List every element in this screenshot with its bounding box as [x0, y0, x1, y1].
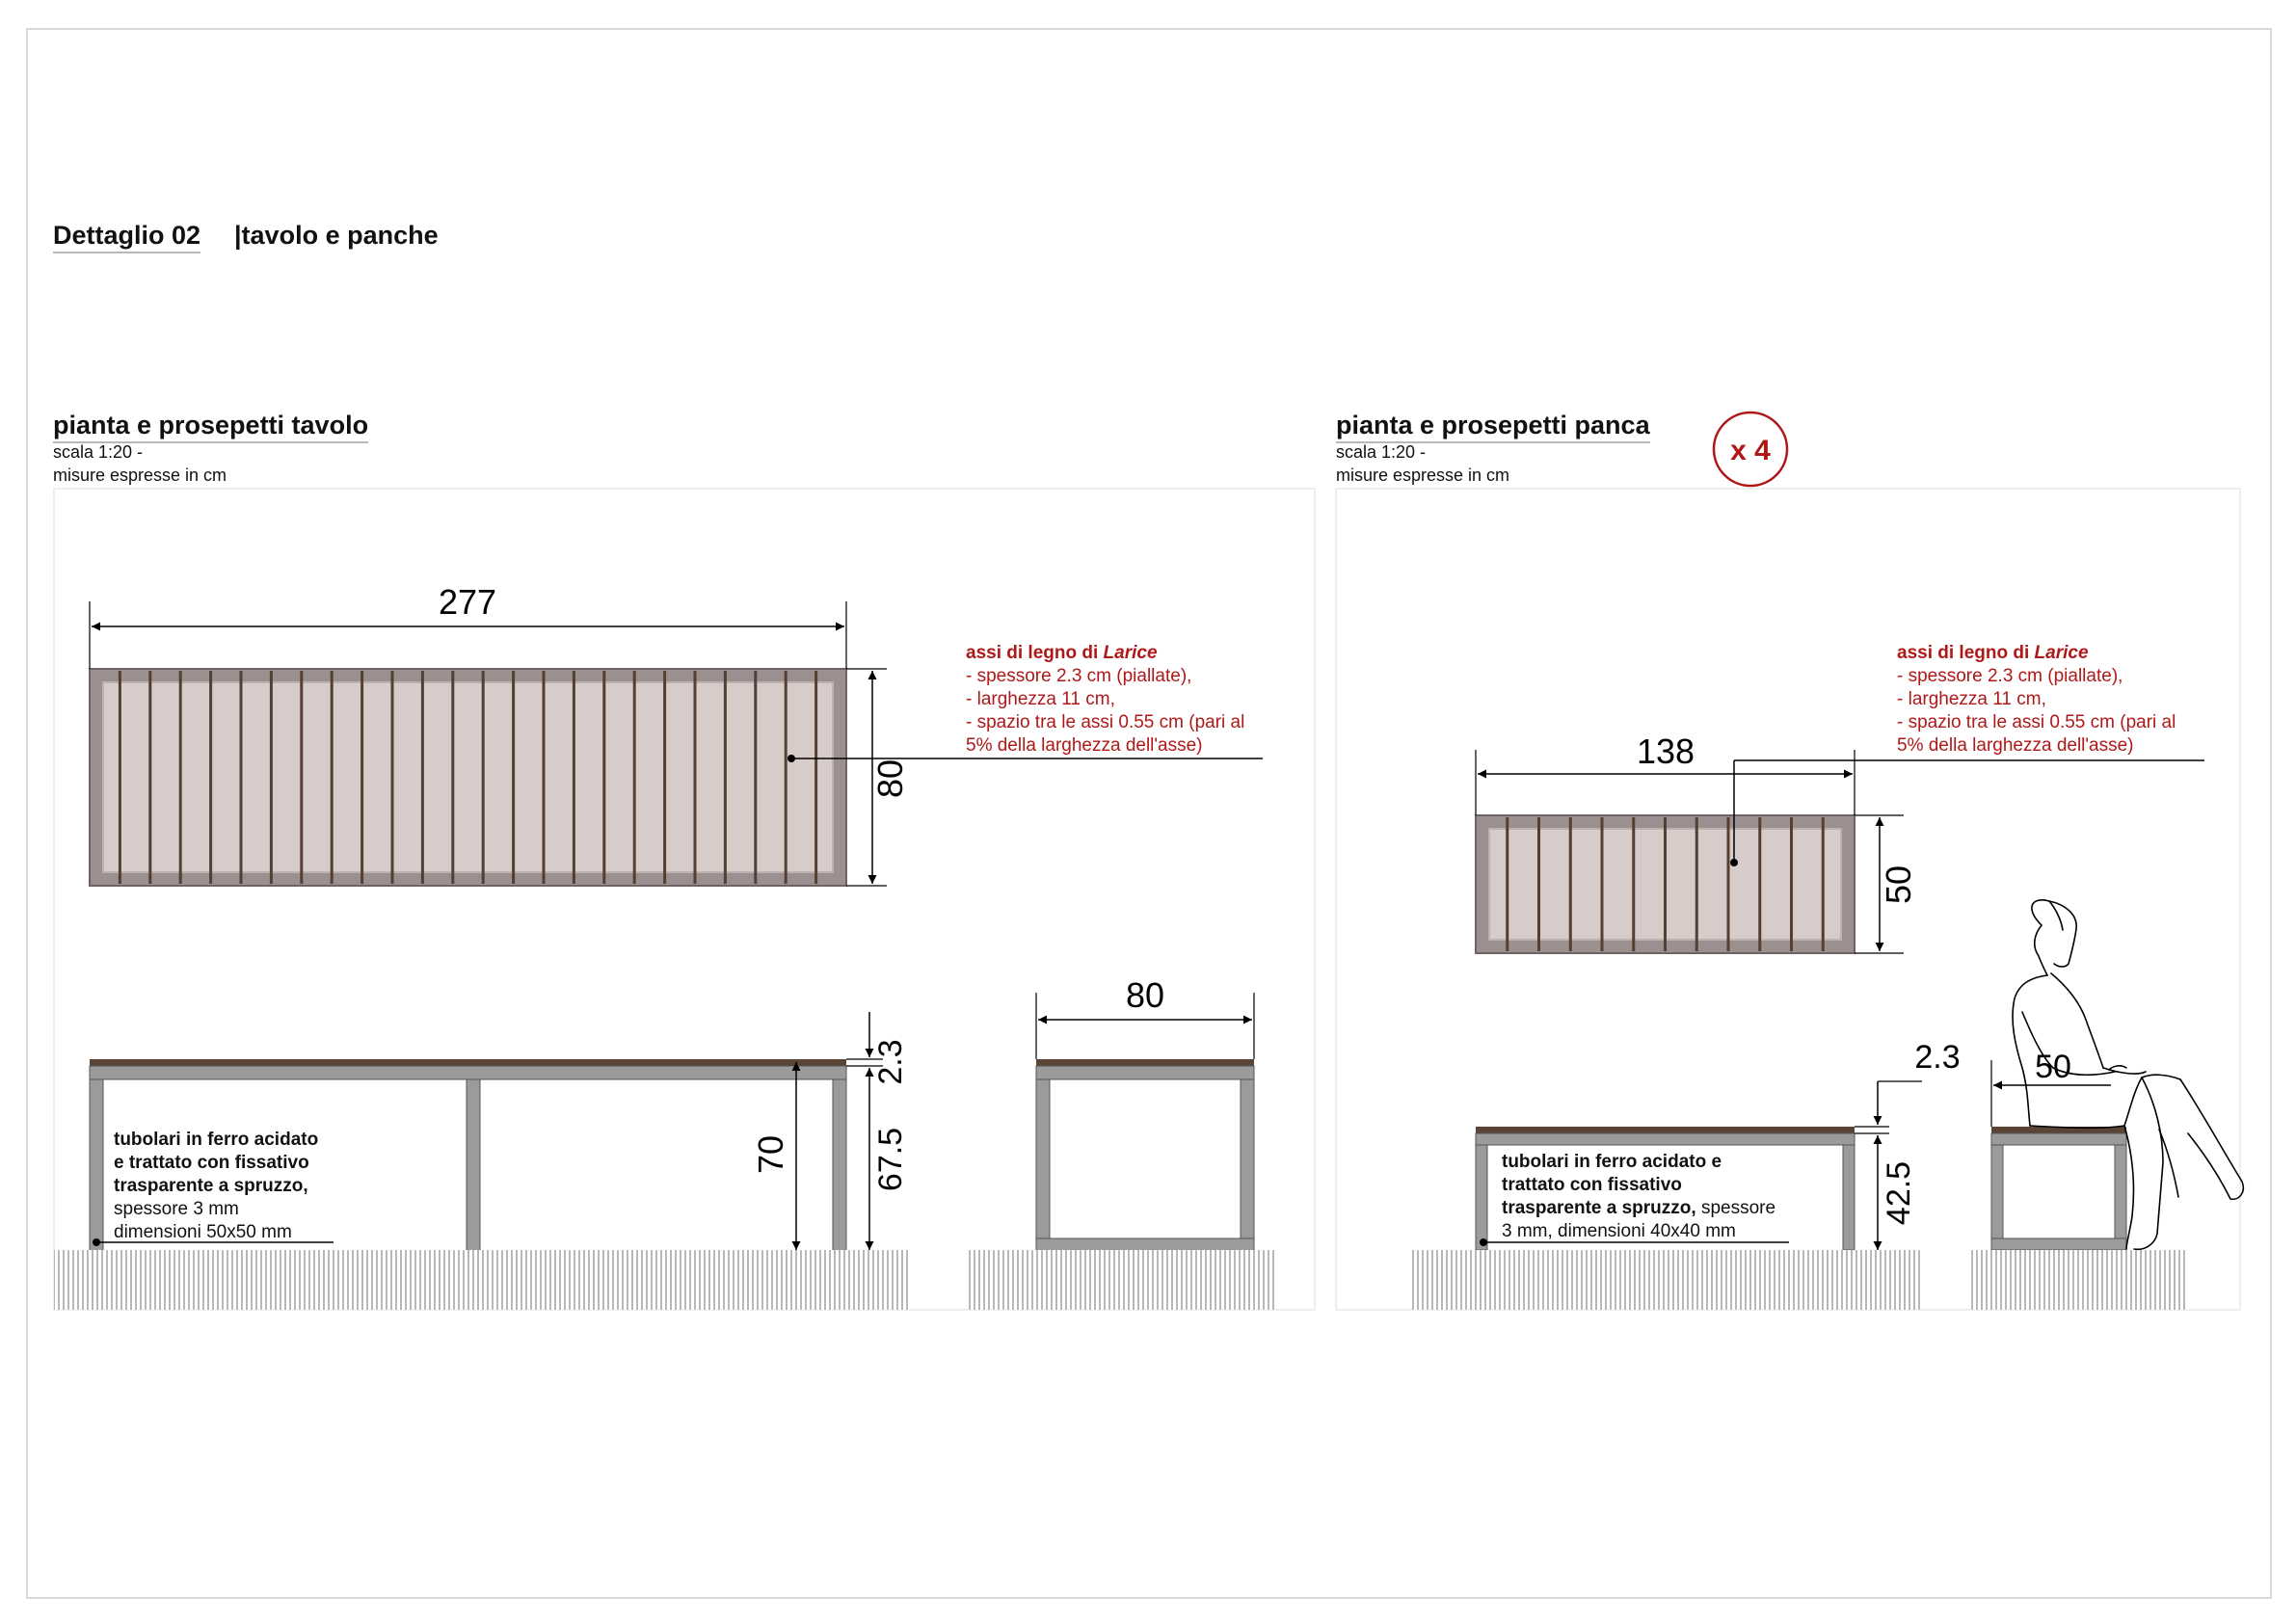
bench-length-label: 138	[1636, 732, 1695, 771]
table-side-width-label: 80	[1125, 975, 1165, 1015]
bench-units: misure espresse in cm	[1336, 466, 1510, 485]
table-frame-height-label: 70	[751, 1134, 790, 1175]
bench-wood-note-line: - spazio tra le assi 0.55 cm (pari al	[1897, 712, 2176, 732]
table-frame-note-line: tubolari in ferro acidato	[114, 1130, 319, 1150]
bench-ground-side	[1971, 1250, 2188, 1310]
table-section-title: pianta e prosepetti tavolo	[53, 411, 368, 443]
bench-ground-front	[1412, 1250, 1920, 1310]
table-frame-note-line: trasparente a spruzzo,	[114, 1176, 308, 1196]
table-frame-note-line: dimensioni 50x50 mm	[114, 1222, 292, 1242]
bench-top-thickness-label: 2.3	[1914, 1039, 1961, 1076]
table-wood-note-line: - larghezza 11 cm,	[966, 689, 1115, 709]
table-wood-species: Larice	[1103, 643, 1158, 663]
table-width-label: 80	[870, 758, 910, 799]
table-side-elevation	[1036, 1059, 1254, 1252]
bench-wood-note-line: 5% della larghezza dell'asse)	[1897, 735, 2134, 756]
bench-side-elevation	[1991, 1127, 2126, 1250]
bench-frame-note	[1502, 1151, 1775, 1243]
quantity-badge-label: x 4	[1730, 435, 1771, 466]
table-length-label: 277	[438, 582, 497, 622]
bench-leg-height-label: 42.5	[1881, 1160, 1917, 1226]
table-scale: scala 1:20 -	[53, 442, 144, 462]
bench-wood-note-title: assi di legno di Larice	[1897, 643, 2089, 663]
table-ground-side	[968, 1250, 1276, 1310]
table-plan-view	[90, 669, 846, 886]
bench-wood-note-line: - spessore 2.3 cm (piallate),	[1897, 666, 2123, 686]
bench-section-title: pianta e prosepetti panca	[1336, 411, 1650, 443]
bench-wood-note	[1897, 642, 2176, 758]
table-wood-note-line: 5% della larghezza dell'asse)	[966, 735, 1203, 756]
table-wood-note-line: - spessore 2.3 cm (piallate),	[966, 666, 1192, 686]
table-frame-note	[114, 1129, 318, 1244]
bench-frame-note-line: trasparente a spruzzo, spessore	[1502, 1198, 1776, 1218]
bench-width-label: 50	[1879, 865, 1918, 905]
table-wood-note	[966, 642, 1244, 758]
bench-side-width-label: 50	[2035, 1049, 2071, 1085]
table-units: misure espresse in cm	[53, 466, 227, 485]
table-frame-note-line: e trattato con fissativo	[114, 1153, 309, 1173]
table-ground-front	[54, 1250, 910, 1310]
bench-frame-note-line: tubolari in ferro acidato e	[1502, 1152, 1722, 1172]
bench-frame-note-line: trattato con fissativo	[1502, 1175, 1682, 1195]
table-wood-note-title: assi di legno di Larice	[966, 643, 1158, 663]
detail-label: Dettaglio 02	[53, 221, 200, 253]
bench-plan-view	[1476, 815, 1855, 953]
bench-frame-note-line: 3 mm, dimensioni 40x40 mm	[1502, 1221, 1736, 1241]
bench-wood-note-line: - larghezza 11 cm,	[1897, 689, 2046, 709]
table-frame-note-line: spessore 3 mm	[114, 1199, 239, 1219]
bench-scale: scala 1:20 -	[1336, 442, 1427, 462]
table-top-thickness-label: 2.3	[872, 1039, 909, 1085]
bench-wood-species: Larice	[2034, 643, 2089, 663]
table-leg-height-label: 67.5	[872, 1127, 909, 1192]
table-wood-note-line: - spazio tra le assi 0.55 cm (pari al	[966, 712, 1245, 732]
detail-subject: |tavolo e panche	[234, 221, 439, 250]
